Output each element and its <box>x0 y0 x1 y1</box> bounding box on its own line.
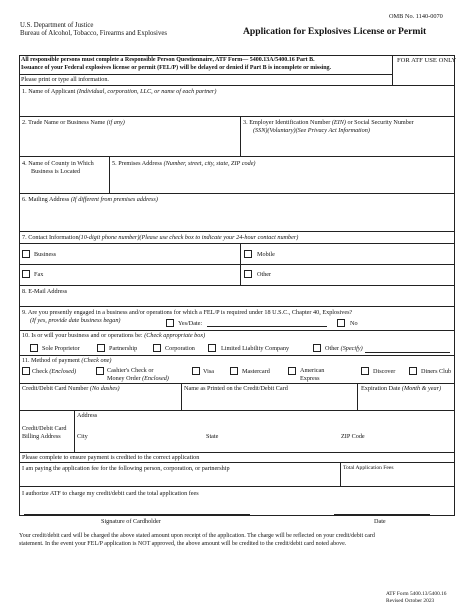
email-input[interactable] <box>22 296 452 305</box>
billing-label-1: Credit/Debit Card <box>22 425 67 432</box>
paying-for-input[interactable] <box>22 474 337 484</box>
paying-for-text: I am paying the application fee for the following person, corporation, or partnership <box>22 465 230 472</box>
q10-label: 10. Is or will your business and or operations be: (Check appropriate box) <box>22 332 206 339</box>
other-phone-checkbox[interactable] <box>244 270 252 278</box>
business-phone-checkbox[interactable] <box>22 250 30 258</box>
ein-ssn-input[interactable] <box>244 136 452 154</box>
q6-label: 6. Mailing Address (If different from premises address) <box>22 196 158 203</box>
zip-input[interactable] <box>341 441 451 451</box>
q1-label: 1. Name of Applicant (Individual, corporation, LLC, or name of each partner) <box>22 88 217 95</box>
ensure-payment-text: Please complete to ensure payment is credited to the correct application <box>22 454 200 461</box>
card-number-label: Credit/Debit Card Number (No dashes) <box>22 385 120 392</box>
form-title: Application for Explosives License or Permit <box>243 26 427 37</box>
omb-number: OMB No. 1140-0070 <box>389 13 443 20</box>
form-number: ATF Form 5400.13/5400.16 <box>386 591 447 597</box>
q9-label: 9. Are you presently engaged in a business and/or operations for which a FEL/P is required under 18 U.S.C., Chapter 40, Explosives? <box>22 309 353 316</box>
signature-date-input[interactable] <box>334 501 430 513</box>
q3-hint: (SSN)(Voluntary)(See Privacy Act Information) <box>253 127 370 134</box>
partnership-label: Partnership <box>109 345 138 352</box>
bureau-name: Bureau of Alcohol, Tobacco, Firearms and Explosives <box>20 30 168 37</box>
discover-label: Discover <box>373 368 396 375</box>
q11-label: 11. Method of payment (Check one) <box>22 357 112 364</box>
trade-name-input[interactable] <box>22 128 237 154</box>
other-business-label: Other (Specify) <box>325 345 363 352</box>
expiration-input[interactable] <box>361 394 451 408</box>
mailing-address-input[interactable] <box>22 205 452 229</box>
notice-line-1: All responsible persons must complete a Responsible Person Questionnaire, ATF Form— 5400.13A/5400.16 Part B. <box>21 57 315 63</box>
llc-label: Limited Liability Company <box>221 345 290 352</box>
other-business-input[interactable] <box>365 344 450 353</box>
check-payment-checkbox[interactable] <box>22 367 30 375</box>
other-business-checkbox[interactable] <box>313 344 321 352</box>
city-label: City <box>77 433 88 440</box>
check-payment-label: Check (Enclosed) <box>32 368 77 375</box>
q4-label-1: 4. Name of County in Which <box>22 160 94 167</box>
applicant-name-input[interactable] <box>22 97 452 115</box>
address-label: Address <box>77 412 98 419</box>
state-input[interactable] <box>206 441 336 451</box>
mastercard-label: Mastercard <box>242 368 270 375</box>
print-instruction: Please print or type all information. <box>21 76 109 83</box>
q9-yes-checkbox[interactable] <box>166 319 174 327</box>
corporation-label: Corporation <box>165 345 195 352</box>
q5-label: 5. Premises Address (Number, street, city, state, ZIP code) <box>112 160 256 167</box>
q9-no-checkbox[interactable] <box>337 319 345 327</box>
atf-use-only: FOR ATF USE ONLY <box>397 57 457 64</box>
corporation-checkbox[interactable] <box>153 344 161 352</box>
name-on-card-label: Name as Printed on the Credit/Debit Card <box>184 385 288 392</box>
premises-address-input[interactable] <box>112 169 452 191</box>
amex-label-2: Express <box>300 375 320 382</box>
cashiers-check-checkbox[interactable] <box>96 367 104 375</box>
signature-label: Signature of Cardholder <box>101 518 161 525</box>
cashiers-check-label-2: Money Order (Enclosed) <box>107 375 169 382</box>
date-label: Date <box>374 518 386 525</box>
date-line <box>334 514 430 515</box>
q9-no-label: No <box>350 320 358 327</box>
business-phone-label: Business <box>34 251 57 258</box>
visa-label: Visa <box>203 368 214 375</box>
discover-checkbox[interactable] <box>361 367 369 375</box>
visa-checkbox[interactable] <box>192 367 200 375</box>
diners-club-checkbox[interactable] <box>409 367 417 375</box>
notice-line-2: Issuance of your Federal explosives license or permit (FEL/P) will be delayed or denied if Part B is incomplete or missing. <box>21 65 332 71</box>
city-input[interactable] <box>77 441 202 451</box>
charge-statement-1: Your credit/debit card will be charged the above stated amount upon receipt of the application. The charge will be reflected on your credit/debit card <box>19 533 375 539</box>
total-fees-input[interactable] <box>343 474 451 484</box>
q9-date-input[interactable] <box>207 318 327 327</box>
revision-date: Revised October 2023 <box>386 598 435 604</box>
signature-input[interactable] <box>24 501 250 513</box>
cashiers-check-label-1: Cashier's Check or <box>107 367 154 374</box>
total-fees-label: Total Application Fees <box>343 465 394 471</box>
expiration-label: Expiration Date (Month & year) <box>361 385 442 392</box>
q7-label: 7. Contact Information(10-digit phone number)(Please use check box to indicate your 24-hour contact number) <box>22 234 299 241</box>
state-label: State <box>206 433 219 440</box>
partnership-checkbox[interactable] <box>97 344 105 352</box>
q3-label: 3. Employer Identification Number (EIN) or Social Security Number <box>243 119 414 126</box>
charge-statement-2: statement. In the event your FEL/P application is NOT approved, the above amount will be credited to the credit/debit card noted above. <box>19 541 347 547</box>
q9-hint: (If yes, provide date business began) <box>30 317 121 324</box>
amex-label-1: American <box>300 367 325 374</box>
signature-line <box>24 514 250 515</box>
q4-label-2: Business is Located <box>31 168 81 175</box>
department-name: U.S. Department of Justice <box>20 22 94 29</box>
billing-label-2: Billing Address <box>22 433 61 440</box>
card-number-input[interactable] <box>22 394 178 408</box>
mobile-phone-label: Mobile <box>257 251 275 258</box>
sole-proprietor-label: Sole Proprietor <box>42 345 80 352</box>
mobile-phone-checkbox[interactable] <box>244 250 252 258</box>
county-input[interactable] <box>22 177 107 191</box>
other-phone-label: Other <box>257 271 272 278</box>
diners-club-label: Diners Club <box>421 368 452 375</box>
amex-checkbox[interactable] <box>288 367 296 375</box>
fax-label: Fax <box>34 271 44 278</box>
name-on-card-input[interactable] <box>184 394 354 408</box>
llc-checkbox[interactable] <box>208 344 216 352</box>
q9-yes-label: Yes/Date: <box>178 320 203 327</box>
billing-address-input[interactable] <box>77 420 452 432</box>
sole-proprietor-checkbox[interactable] <box>30 344 38 352</box>
mastercard-checkbox[interactable] <box>230 367 238 375</box>
zip-label: ZIP Code <box>341 433 365 440</box>
q2-label: 2. Trade Name or Business Name (if any) <box>22 119 125 126</box>
q8-label: 8. E-Mail Address <box>22 288 68 295</box>
authorize-text: I authorize ATF to charge my credit/debit card the total application fees <box>22 490 199 497</box>
fax-checkbox[interactable] <box>22 270 30 278</box>
